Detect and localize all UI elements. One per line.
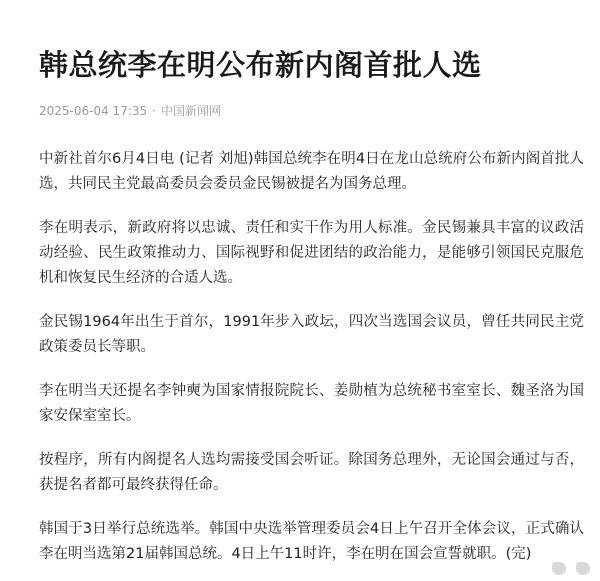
watermark-logo [552,561,590,575]
article-title: 韩总统李在明公布新内阁首批人选 [39,48,482,82]
article [39,44,584,567]
paragraph: 韩国于3日举行总统选举。韩国中央选举管理委员会4日上午召开全体会议，正式确认李在明当选第21届韩国总统。4日上午11时许，李在明在国会宣誓就职。(完) [39,521,584,562]
publish-date: 2025-06-04 17:35 [39,104,148,118]
article-source: 中国新闻网 [160,104,221,118]
speech-bubble-icon [576,562,590,575]
paragraph: 金民锡1964年出生于首尔，1991年步入政坛，四次当选国会议员，曾任共同民主党政策委员长等职。 [39,314,584,355]
paragraph: 中新社首尔6月4日电 (记者 刘旭)韩国总统李在明4日在龙山总统府公布新内阁首批人选，共同民主党最高委员会委员金民锡被提名为国务总理。 [39,151,584,192]
paragraph: 李在明当天还提名李钟奭为国家情报院院长、姜勋植为总统秘书室室长、魏圣洛为国家安保室室长。 [39,383,584,424]
meta-separator: · [152,104,156,118]
paragraph: 李在明表示，新政府将以忠诚、责任和实干作为用人标准。金民锡兼具丰富的议政活动经验、民生政策推动力、国际视野和促进团结的政治能力，是能够引领国民克服危机和恢复民生经济的合适人选。 [39,220,584,286]
speech-bubble-icon [552,562,566,575]
article-body [39,147,584,567]
paragraph: 按程序，所有内阁提名人选均需接受国会听证。除国务总理外，无论国会通过与否，获提名者都可最终获得任命。 [39,452,584,493]
article-meta [39,103,584,119]
